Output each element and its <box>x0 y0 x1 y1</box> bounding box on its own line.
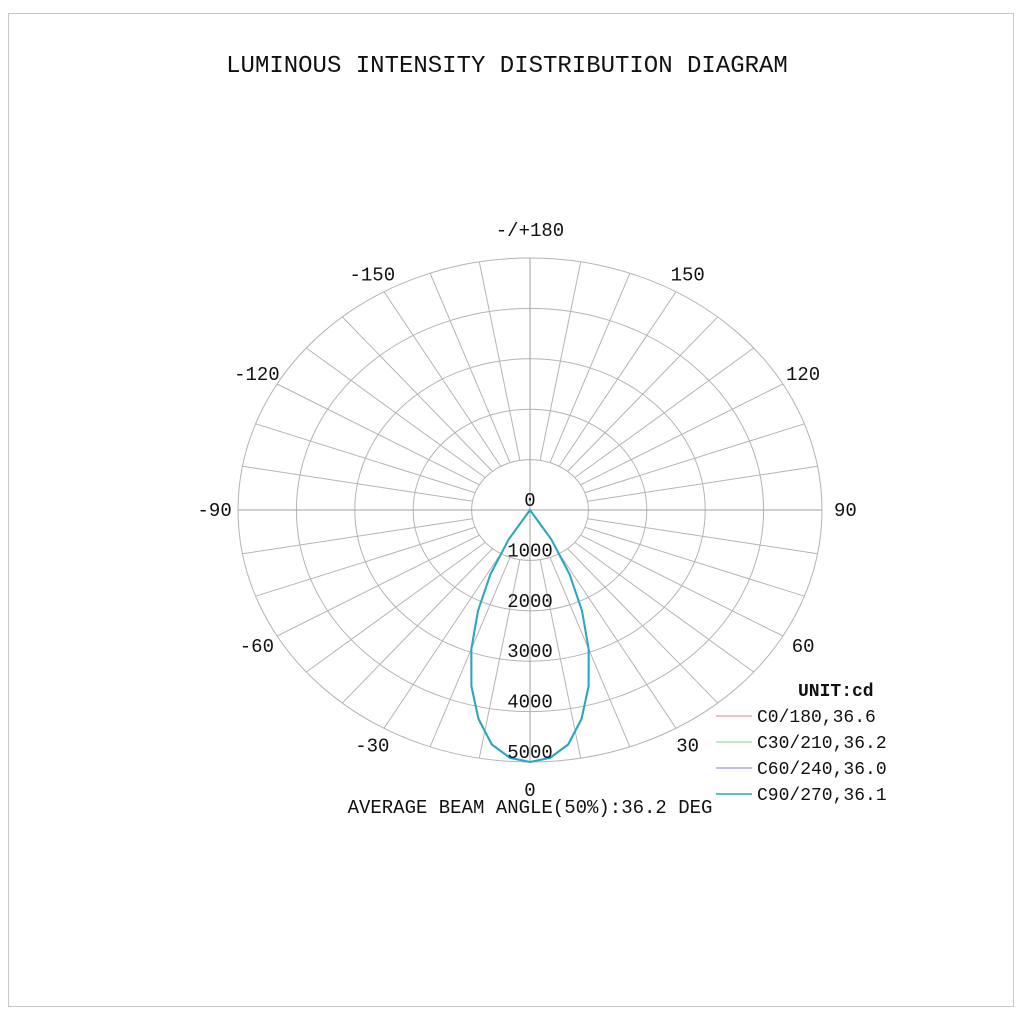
angle-label: 120 <box>786 363 821 386</box>
legend <box>716 682 887 806</box>
grid-spoke <box>540 262 581 461</box>
grid-spoke <box>581 535 783 636</box>
grid-spoke <box>430 273 510 462</box>
grid-spoke <box>256 527 476 596</box>
chart-title: LUMINOUS INTENSITY DISTRIBUTION DIAGRAM <box>226 53 788 80</box>
beam-angle-caption: AVERAGE BEAM ANGLE(50%):36.2 DEG <box>347 797 713 819</box>
angle-label: -150 <box>349 264 396 287</box>
grid-spoke <box>277 535 479 636</box>
angle-label: 0 <box>524 780 536 802</box>
angle-label: -30 <box>355 735 390 758</box>
grid-spoke <box>575 348 754 478</box>
angle-label: 150 <box>670 264 705 287</box>
angle-label: 90 <box>833 500 857 522</box>
grid-spoke <box>581 384 783 485</box>
unit-label: UNIT:cd <box>798 682 874 702</box>
legend-entry: C60/240,36.0 <box>757 760 887 780</box>
grid-spoke <box>306 348 485 478</box>
grid-spoke <box>550 273 630 462</box>
grid-spoke <box>384 554 501 729</box>
radial-tick-label: 3000 <box>507 641 553 664</box>
angle-label: -90 <box>197 500 232 522</box>
grid-spoke <box>256 424 476 493</box>
grid-spoke <box>559 554 676 729</box>
grid-spoke <box>588 466 818 501</box>
grid-spoke <box>559 292 676 467</box>
grid-spoke <box>384 292 501 467</box>
angle-label: -/+180 <box>495 220 565 242</box>
grid-spoke <box>479 262 520 461</box>
legend-entry: C0/180,36.6 <box>757 708 876 728</box>
angle-label: -60 <box>239 636 274 659</box>
radial-tick-label: 0 <box>524 490 536 512</box>
grid-spoke <box>568 317 718 471</box>
grid-spoke <box>242 466 472 501</box>
grid-spoke <box>306 542 485 672</box>
grid-spoke <box>575 542 754 672</box>
grid-spoke <box>277 384 479 485</box>
legend-entry: C90/270,36.1 <box>757 786 887 806</box>
radial-tick-label: 2000 <box>507 590 553 613</box>
grid-spoke <box>585 424 805 493</box>
radial-tick-label: 4000 <box>507 691 553 714</box>
grid-spoke <box>588 519 818 554</box>
angle-label: 60 <box>791 636 815 659</box>
grid-spoke <box>342 317 492 471</box>
grid-spoke <box>242 519 472 554</box>
legend-entry: C30/210,36.2 <box>757 734 887 754</box>
angle-label: -120 <box>234 363 280 386</box>
radial-tick-label: 1000 <box>507 540 553 563</box>
angle-label: 30 <box>676 735 700 758</box>
grid-spoke <box>568 549 718 703</box>
radial-tick-label: 5000 <box>507 742 553 764</box>
grid-spoke <box>342 549 492 703</box>
grid-spoke <box>430 557 510 746</box>
grid-spoke <box>550 557 630 746</box>
grid-spoke <box>585 527 805 596</box>
